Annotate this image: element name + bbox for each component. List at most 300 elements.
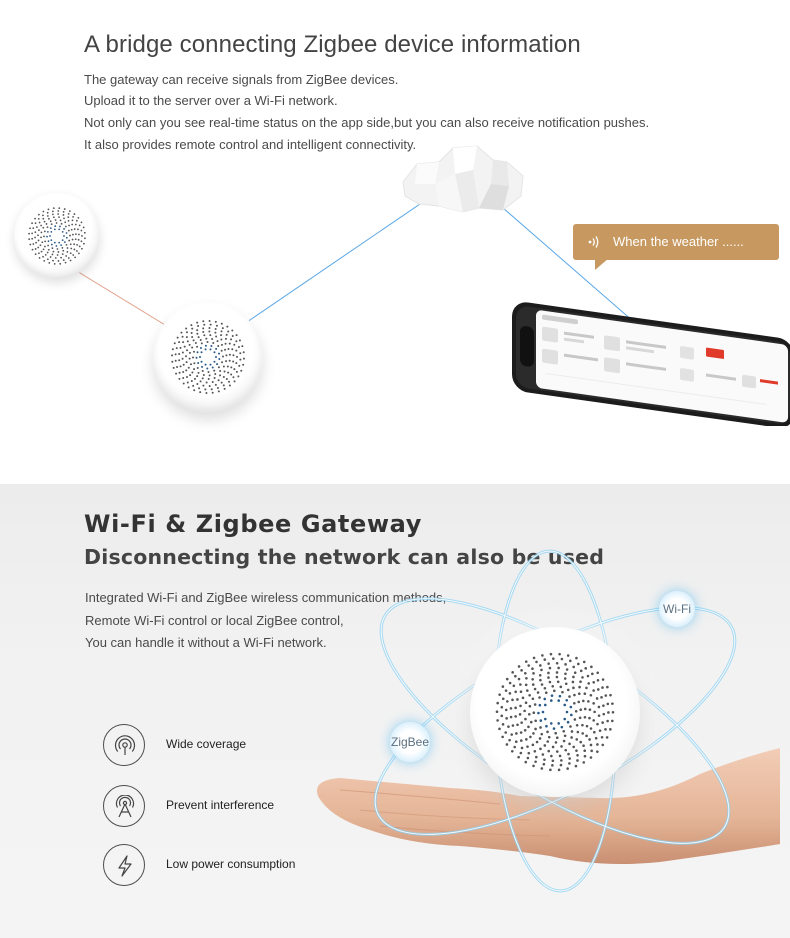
- grille-dot: [233, 368, 235, 370]
- grille-dot: [520, 752, 523, 755]
- grille-dot: [566, 711, 569, 714]
- grille-dot: [227, 366, 229, 368]
- grille-dot: [43, 260, 45, 262]
- grille-dot: [219, 370, 221, 372]
- grille-dot: [240, 370, 242, 372]
- grille-dot: [525, 701, 528, 704]
- description-line: You can handle it without a Wi-Fi network.: [85, 635, 327, 650]
- grille-dot: [44, 240, 46, 242]
- grille-dot: [237, 375, 239, 377]
- grille-dot: [587, 682, 590, 685]
- grille-dot: [565, 682, 568, 685]
- grille-dot: [190, 324, 192, 326]
- grille-dot: [84, 232, 86, 234]
- grille-dot: [519, 705, 522, 708]
- grille-dot: [63, 217, 65, 219]
- gateway-section: [0, 484, 790, 938]
- grille-dot: [238, 365, 240, 367]
- grille-dot: [584, 755, 587, 758]
- grille-dot: [239, 352, 241, 354]
- grille-dot: [552, 759, 555, 762]
- grille-dot: [191, 336, 193, 338]
- grille-dot: [36, 226, 38, 228]
- grille-dot: [185, 327, 187, 329]
- grille-dot: [42, 256, 44, 258]
- grille-dot: [192, 356, 194, 358]
- grille-dot: [561, 691, 564, 694]
- feature-label: Low power consumption: [166, 857, 296, 871]
- grille-dot: [68, 240, 70, 242]
- grille-dot: [590, 744, 593, 747]
- grille-dot: [576, 724, 579, 727]
- grille-dot: [498, 693, 501, 696]
- grille-dot: [568, 743, 571, 746]
- grille-dot: [180, 332, 182, 334]
- grille-dot: [234, 380, 236, 382]
- grille-dot: [48, 218, 50, 220]
- grille-dot: [550, 755, 553, 758]
- grille-dot: [579, 741, 582, 744]
- grille-dot: [544, 744, 547, 747]
- grille-dot: [513, 746, 516, 749]
- grille-dot: [585, 735, 588, 738]
- grille-dot: [192, 385, 194, 387]
- grille-dot: [228, 381, 230, 383]
- grille-dot: [47, 215, 49, 217]
- grille-dot: [196, 383, 198, 385]
- grille-dot: [29, 227, 31, 229]
- grille-dot: [42, 218, 44, 220]
- grille-dot: [563, 704, 566, 707]
- grille-dot: [221, 330, 223, 332]
- grille-dot: [235, 350, 237, 352]
- grille-dot: [527, 752, 530, 755]
- grille-dot: [549, 681, 552, 684]
- grille-dot: [530, 721, 533, 724]
- grille-dot: [576, 754, 579, 757]
- grille-dot: [500, 715, 503, 718]
- grille-dot: [229, 343, 231, 345]
- grille-dot: [198, 336, 200, 338]
- grille-dot: [222, 327, 224, 329]
- grille-dot: [535, 756, 538, 759]
- grille-dot: [569, 660, 572, 663]
- grille-dot: [563, 718, 566, 721]
- grille-dot: [612, 711, 615, 714]
- grille-dot: [31, 238, 33, 240]
- grille-dot: [575, 657, 578, 660]
- grille-dot: [212, 342, 214, 344]
- grille-dot: [569, 725, 572, 728]
- grille-dot: [561, 726, 564, 729]
- grille-dot: [79, 225, 81, 227]
- grille-dot: [201, 366, 203, 368]
- grille-dot: [76, 244, 78, 246]
- grille-dot: [578, 686, 581, 689]
- grille-dot: [205, 345, 207, 347]
- grille-dot: [58, 251, 60, 253]
- grille-dot: [209, 320, 211, 322]
- grille-dot: [39, 222, 41, 224]
- grille-dot: [73, 243, 75, 245]
- grille-dot: [67, 216, 69, 218]
- grille-dot: [60, 220, 62, 222]
- grille-dot: [568, 757, 571, 760]
- grille-dot: [54, 228, 56, 230]
- grille-dot: [221, 344, 223, 346]
- grille-dot: [567, 654, 570, 657]
- grille-dot: [564, 663, 567, 666]
- grille-dot: [534, 703, 537, 706]
- grille-dot: [542, 711, 545, 714]
- grille-dot: [63, 235, 65, 237]
- feature-icon-circle: [103, 724, 145, 766]
- grille-dot: [510, 707, 513, 710]
- grille-dot: [175, 353, 177, 355]
- grille-dot: [574, 671, 577, 674]
- grille-dot: [202, 377, 204, 379]
- zigbee-node: [390, 722, 430, 762]
- grille-dot: [209, 385, 211, 387]
- grille-dot: [572, 746, 575, 749]
- grille-dot: [34, 231, 36, 233]
- grille-dot: [31, 232, 33, 234]
- section-title: Wi-Fi & Zigbee Gateway: [84, 510, 422, 538]
- grille-dot: [525, 684, 528, 687]
- grille-dot: [41, 251, 43, 253]
- grille-dot: [514, 715, 517, 718]
- grille-dot: [515, 740, 518, 743]
- grille-dot: [535, 661, 538, 664]
- grille-dot: [562, 730, 565, 733]
- grille-dot: [220, 339, 222, 341]
- grille-dot: [215, 321, 217, 323]
- grille-dot: [184, 346, 186, 348]
- grille-dot: [588, 717, 591, 720]
- grille-dot: [59, 263, 61, 265]
- grille-dot: [532, 697, 535, 700]
- grille-dot: [38, 229, 40, 231]
- grille-dot: [596, 723, 599, 726]
- grille-dot: [210, 345, 212, 347]
- grille-dot: [47, 252, 49, 254]
- grille-dot: [577, 701, 580, 704]
- grille-dot: [515, 732, 518, 735]
- grille-dot: [205, 364, 207, 366]
- grille-dot: [568, 695, 571, 698]
- grille-dot: [243, 358, 245, 360]
- grille-dot: [559, 695, 562, 698]
- grille-dot: [528, 713, 531, 716]
- grille-dot: [496, 710, 499, 713]
- grille-dot: [206, 381, 208, 383]
- grille-dot: [78, 239, 80, 241]
- grille-dot: [505, 709, 508, 712]
- grille-dot: [209, 374, 211, 376]
- grille-dot: [202, 385, 204, 387]
- speaker-grille: [14, 193, 100, 279]
- grille-dot: [551, 764, 554, 767]
- grille-dot: [193, 351, 195, 353]
- grille-dot: [506, 743, 509, 746]
- grille-dot: [224, 371, 226, 373]
- grille-dot: [507, 725, 510, 728]
- grille-dot: [570, 736, 573, 739]
- grille-dot: [534, 760, 537, 763]
- grille-dot: [600, 696, 603, 699]
- grille-dot: [52, 210, 54, 212]
- grille-dot: [540, 669, 543, 672]
- grille-dot: [217, 345, 219, 347]
- grille-dot: [496, 719, 499, 722]
- grille-dot: [193, 362, 195, 364]
- grille-dot: [51, 244, 53, 246]
- grille-dot: [553, 727, 556, 730]
- grille-dot: [78, 253, 80, 255]
- notification-bubble[interactable]: [573, 224, 779, 260]
- grille-dot: [191, 372, 193, 374]
- grille-dot: [201, 342, 203, 344]
- grille-dot: [178, 359, 180, 361]
- grille-dot: [48, 262, 50, 264]
- grille-dot: [571, 730, 574, 733]
- grille-dot: [226, 326, 228, 328]
- grille-dot: [171, 354, 173, 356]
- grille-dot: [63, 211, 65, 213]
- grille-dot: [72, 254, 74, 256]
- grille-dot: [557, 699, 560, 702]
- grille-dot: [68, 220, 70, 222]
- grille-dot: [525, 738, 528, 741]
- grille-dot: [590, 756, 593, 759]
- grille-dot: [196, 333, 198, 335]
- grille-dot: [587, 675, 590, 678]
- grille-dot: [188, 386, 190, 388]
- grille-dot: [46, 236, 48, 238]
- grille-dot: [214, 332, 216, 334]
- grille-dot: [534, 728, 537, 731]
- grille-dot: [570, 714, 573, 717]
- grille-dot: [575, 765, 578, 768]
- grille-dot: [611, 702, 614, 705]
- grille-dot: [502, 723, 505, 726]
- grille-dot: [532, 732, 535, 735]
- grille-dot: [214, 377, 216, 379]
- grille-dot: [560, 745, 563, 748]
- grille-dot: [58, 260, 60, 262]
- grille-dot: [547, 676, 550, 679]
- grille-dot: [37, 247, 39, 249]
- grille-dot: [205, 348, 207, 350]
- grille-dot: [182, 358, 184, 360]
- grille-dot: [65, 255, 67, 257]
- grille-dot: [526, 689, 529, 692]
- grille-dot: [46, 223, 48, 225]
- grille-dot: [75, 238, 77, 240]
- grille-dot: [81, 222, 83, 224]
- grille-dot: [224, 349, 226, 351]
- grille-dot: [48, 249, 50, 251]
- grille-dot: [527, 757, 530, 760]
- speaker-grille: [153, 302, 263, 412]
- zigbee-sensor-device: [14, 193, 100, 279]
- grille-dot: [74, 213, 76, 215]
- grille-dot: [229, 360, 231, 362]
- grille-dot: [609, 728, 612, 731]
- grille-dot: [227, 372, 229, 374]
- description-line: Integrated Wi-Fi and ZigBee wireless communication methods,: [85, 590, 447, 605]
- grille-dot: [231, 348, 233, 350]
- grille-dot: [210, 324, 212, 326]
- grille-dot: [534, 750, 537, 753]
- grille-dot: [230, 373, 232, 375]
- grille-dot: [53, 216, 55, 218]
- sound-wave-icon: [587, 234, 603, 250]
- gateway-device: [470, 627, 640, 797]
- grille-dot: [179, 372, 181, 374]
- grille-dot: [197, 372, 199, 374]
- grille-dot: [215, 356, 217, 358]
- grille-dot: [70, 260, 72, 262]
- grille-dot: [64, 241, 66, 243]
- grille-dot: [522, 697, 525, 700]
- grille-dot: [63, 228, 65, 230]
- grille-dot: [549, 769, 552, 772]
- grille-dot: [527, 664, 530, 667]
- grille-dot: [602, 713, 605, 716]
- grille-dot: [517, 756, 520, 759]
- grille-dot: [582, 744, 585, 747]
- grille-dot: [514, 675, 517, 678]
- grille-dot: [225, 354, 227, 356]
- grille-dot: [32, 249, 34, 251]
- grille-dot: [532, 744, 535, 747]
- grille-dot: [66, 232, 68, 234]
- grille-dot: [606, 720, 609, 723]
- grille-dot: [179, 347, 181, 349]
- grille-dot: [81, 230, 83, 232]
- grille-dot: [35, 248, 37, 250]
- grille-dot: [518, 678, 521, 681]
- grille-dot: [232, 335, 234, 337]
- feature-item: [103, 785, 363, 827]
- grille-dot: [47, 226, 49, 228]
- grille-dot: [186, 336, 188, 338]
- grille-dot: [65, 226, 67, 228]
- grille-dot: [52, 260, 54, 262]
- grille-dot: [52, 254, 54, 256]
- notification-text: When the weather ......: [613, 234, 744, 249]
- grille-dot: [66, 237, 68, 239]
- grille-dot: [528, 694, 531, 697]
- grille-dot: [243, 351, 245, 353]
- grille-dot: [505, 689, 508, 692]
- grille-dot: [579, 708, 582, 711]
- grille-dot: [581, 676, 584, 679]
- grille-dot: [236, 356, 238, 358]
- grille-dot: [223, 376, 225, 378]
- grille-dot: [233, 344, 235, 346]
- grille-dot: [236, 334, 238, 336]
- grille-dot: [217, 387, 219, 389]
- grille-dot: [67, 247, 69, 249]
- grille-dot: [602, 678, 605, 681]
- grille-dot: [66, 251, 68, 253]
- grille-dot: [173, 367, 175, 369]
- grille-dot: [37, 234, 39, 236]
- grille-dot: [596, 750, 599, 753]
- grille-dot: [62, 231, 64, 233]
- grille-dot: [583, 661, 586, 664]
- grille-dot: [42, 214, 44, 216]
- feature-label: Wide coverage: [166, 737, 247, 751]
- grille-dot: [74, 228, 76, 230]
- grille-dot: [590, 727, 593, 730]
- antenna-interference-icon: [113, 795, 137, 819]
- grille-dot: [47, 258, 49, 260]
- grille-dot: [554, 732, 557, 735]
- grille-dot: [552, 657, 555, 660]
- grille-dot: [225, 360, 227, 362]
- grille-dot: [558, 769, 561, 772]
- grille-dot: [524, 729, 527, 732]
- grille-dot: [52, 213, 54, 215]
- grille-dot: [229, 354, 231, 356]
- grille-dot: [242, 364, 244, 366]
- grille-dot: [570, 706, 573, 709]
- zigbee-node-label: ZigBee: [390, 735, 430, 749]
- grille-dot: [211, 338, 213, 340]
- grille-dot: [43, 249, 45, 251]
- grille-dot: [65, 262, 67, 264]
- grille-dot: [186, 361, 188, 363]
- feature-item: [103, 724, 363, 766]
- grille-dot: [209, 334, 211, 336]
- grille-dot: [68, 257, 70, 259]
- grille-dot: [557, 667, 560, 670]
- grille-dot: [215, 348, 217, 350]
- grille-dot: [513, 684, 516, 687]
- grille-dot: [550, 653, 553, 656]
- grille-dot: [62, 253, 64, 255]
- grille-dot: [199, 356, 201, 358]
- grille-dot: [502, 697, 505, 700]
- grille-dot: [232, 354, 234, 356]
- grille-dot: [556, 676, 559, 679]
- grille-dot: [580, 670, 583, 673]
- grille-dot: [518, 665, 521, 668]
- grille-dot: [63, 259, 65, 261]
- grille-dot: [182, 336, 184, 338]
- grille-dot: [191, 328, 193, 330]
- grille-dot: [76, 220, 78, 222]
- grille-dot: [540, 719, 543, 722]
- grille-dot: [238, 346, 240, 348]
- grille-dot: [598, 706, 601, 709]
- grille-dot: [53, 207, 55, 209]
- grille-dot: [177, 337, 179, 339]
- wifi-node-label: Wi-Fi: [663, 602, 691, 616]
- grille-dot: [221, 323, 223, 325]
- grille-dot: [572, 681, 575, 684]
- grille-dot: [209, 364, 211, 366]
- grille-dot: [59, 226, 61, 228]
- grille-dot: [70, 248, 72, 250]
- grille-dot: [520, 669, 523, 672]
- grille-dot: [606, 703, 609, 706]
- grille-dot: [64, 208, 66, 210]
- grille-dot: [223, 384, 225, 386]
